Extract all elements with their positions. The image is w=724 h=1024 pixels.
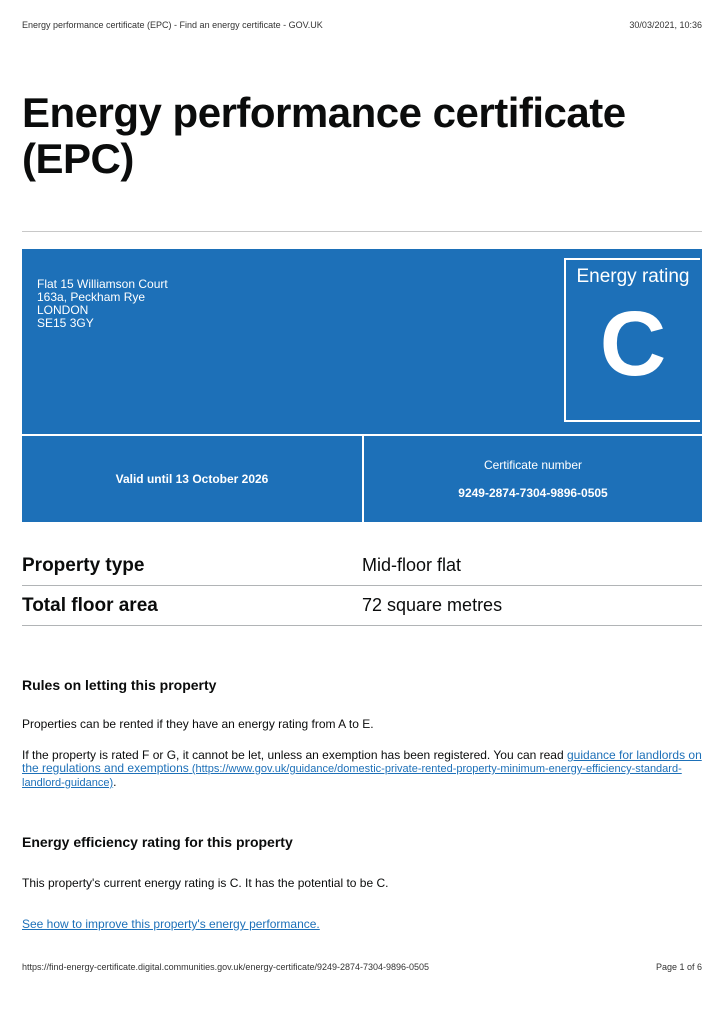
summary-key: Total floor area bbox=[22, 594, 158, 616]
valid-until: Valid until 13 October 2026 bbox=[115, 472, 269, 486]
print-url: https://find-energy-certificate.digital.communities.gov.uk/energy-certificate/9249-2874-7304-9896-0505 bbox=[22, 962, 430, 972]
letting-rules-heading: Rules on letting this property bbox=[22, 677, 217, 693]
efficiency-heading: Energy efficiency rating for this property bbox=[22, 834, 293, 850]
letting-rules-text: Properties can be rented if they have an energy rating from A to E. bbox=[22, 717, 374, 731]
address-line: 163a, Peckham Rye bbox=[37, 290, 146, 304]
property-summary-list bbox=[22, 546, 702, 626]
property-address bbox=[37, 278, 168, 330]
summary-row-property-type bbox=[22, 546, 702, 586]
page-title: Energy performance certificate (EPC) bbox=[22, 89, 626, 182]
print-datetime: 30/03/2021, 10:36 bbox=[629, 20, 702, 30]
punctuation: . bbox=[113, 775, 117, 789]
epc-summary-panel bbox=[22, 249, 702, 434]
page-number: Page 1 of 6 bbox=[655, 962, 702, 972]
energy-rating-label: Energy rating bbox=[576, 266, 690, 287]
summary-row-floor-area bbox=[22, 586, 702, 626]
summary-value: 72 square metres bbox=[362, 595, 503, 615]
link-url[interactable]: (https://www.gov.uk/guidance/domestic-private-rented-property-minimum-energy-efficiency-standard-landlord-guidance) bbox=[22, 763, 682, 789]
print-header bbox=[22, 20, 702, 34]
address-line: Flat 15 Williamson Court bbox=[37, 277, 168, 291]
print-footer bbox=[22, 962, 702, 976]
improve-performance-link[interactable]: See how to improve this property's energy performance. bbox=[22, 917, 320, 931]
valid-until-cell bbox=[22, 436, 362, 522]
energy-rating-box bbox=[564, 258, 700, 422]
page-crop-margin bbox=[0, 0, 22, 1024]
certificate-number-label: Certificate number bbox=[483, 458, 583, 472]
energy-rating-letter: C bbox=[599, 293, 667, 395]
link-text[interactable]: guidance for landlords on the regulations and exemptions bbox=[22, 748, 702, 775]
divider bbox=[22, 231, 702, 232]
exemption-text: If the property is rated F or G, it cannot be let, unless an exemption has been registered. You can read bbox=[22, 748, 567, 762]
letting-exemption-text bbox=[22, 749, 702, 790]
summary-value: Mid-floor flat bbox=[362, 555, 462, 575]
letting-rules-section bbox=[22, 679, 702, 790]
summary-key: Property type bbox=[22, 554, 145, 576]
epc-details-row bbox=[22, 436, 702, 522]
print-page-title: Energy performance certificate (EPC) - Find an energy certificate - GOV.UK bbox=[22, 20, 323, 30]
certificate-number: 9249-2874-7304-9896-0505 bbox=[458, 486, 608, 500]
address-line: LONDON bbox=[37, 303, 89, 317]
address-line: SE15 3GY bbox=[37, 316, 94, 330]
efficiency-text: This property's current energy rating is C. It has the potential to be C. bbox=[22, 876, 389, 890]
certificate-number-cell bbox=[364, 436, 702, 522]
efficiency-section bbox=[22, 836, 702, 931]
